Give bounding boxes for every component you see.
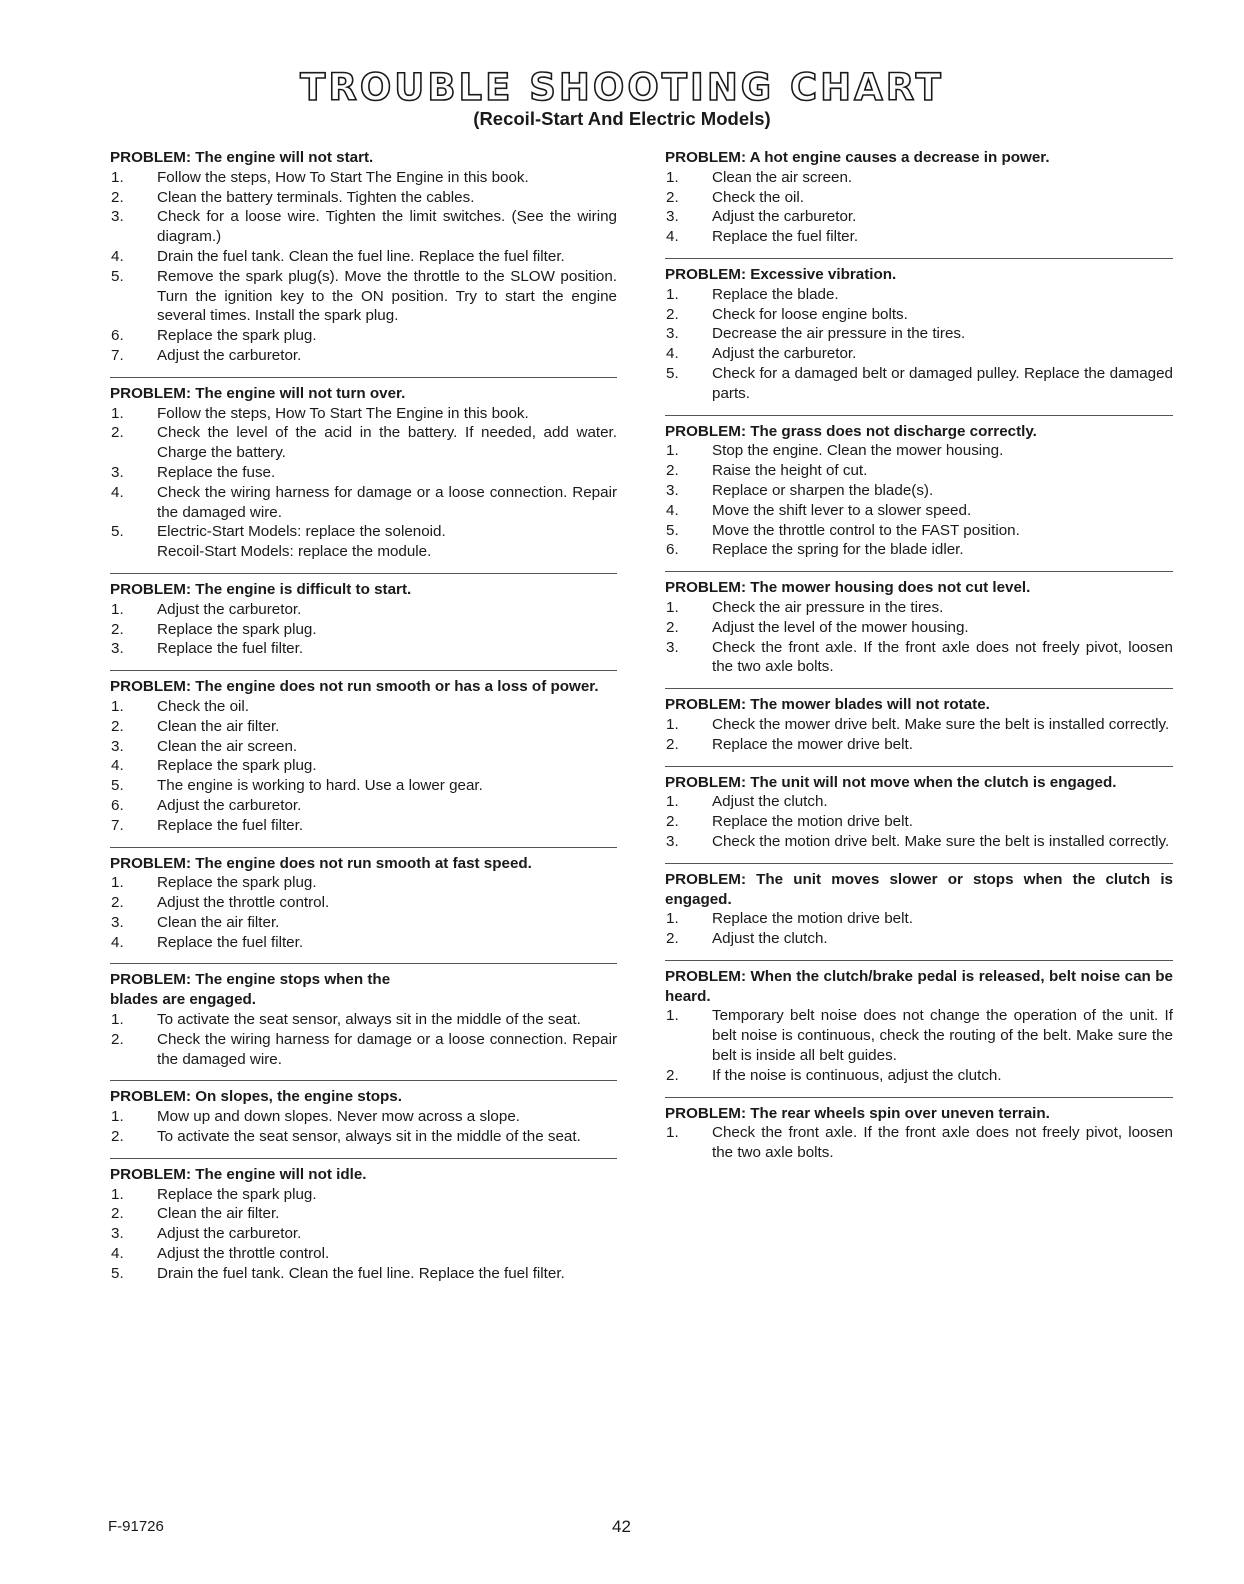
step-text: Clean the air filter. [157, 717, 280, 735]
step-number: 2. [111, 1030, 124, 1048]
step-text: Temporary belt noise does not change the operation of the unit. If belt noise is continuous, check the routing of the belt. Make sure the belt is inside all belt guides. [712, 1007, 1173, 1065]
step-text: Replace the fuel filter. [157, 933, 304, 951]
section-divider [110, 963, 617, 964]
step-item [665, 227, 1173, 247]
problem-section [665, 960, 1173, 1086]
step-item [110, 893, 617, 913]
problem-heading: PROBLEM: The engine stops when the blades are engaged. [110, 971, 391, 1009]
step-item [110, 776, 617, 796]
step-text: Adjust the carburetor. [157, 346, 302, 364]
step-item [665, 1006, 1173, 1065]
step-text: Drain the fuel tank. Clean the fuel line. Replace the fuel filter. [157, 1264, 565, 1282]
section-divider [665, 1097, 1173, 1098]
step-item [110, 697, 617, 717]
problem-section [110, 963, 617, 1069]
step-list [110, 1107, 617, 1147]
step-number: 4. [666, 345, 679, 363]
step-text: Replace the spark plug. [157, 1185, 317, 1203]
step-text: Clean the air filter. [157, 1205, 280, 1223]
step-text: If the noise is continuous, adjust the clutch. [712, 1066, 1002, 1084]
section-divider [110, 1158, 617, 1159]
step-number: 4. [666, 501, 679, 519]
step-text: Adjust the level of the mower housing. [712, 618, 969, 636]
step-item [110, 326, 617, 346]
step-number: 3. [111, 640, 124, 658]
section-divider [665, 571, 1173, 572]
step-number: 3. [111, 208, 124, 226]
step-text: Adjust the throttle control. [157, 1245, 330, 1263]
step-text: Replace the motion drive belt. [712, 813, 913, 831]
problem-heading: PROBLEM: The unit will not move when the clutch is engaged. [665, 773, 1117, 791]
step-list [110, 404, 617, 562]
step-text: Adjust the carburetor. [157, 796, 302, 814]
step-number: 5. [111, 523, 124, 541]
step-number: 3. [666, 481, 679, 499]
step-list [110, 1010, 617, 1069]
step-text: Replace the motion drive belt. [712, 910, 913, 928]
step-number: 1. [666, 168, 679, 186]
step-number: 3. [666, 208, 679, 226]
problem-section [665, 863, 1173, 949]
step-item [665, 501, 1173, 521]
step-number: 1. [111, 1185, 124, 1203]
step-number: 6. [111, 796, 124, 814]
step-item [110, 207, 617, 247]
problem-heading: PROBLEM: Excessive vibration. [665, 265, 897, 283]
step-item [110, 346, 617, 366]
step-text: Clean the air filter. [157, 913, 280, 931]
section-divider [665, 863, 1173, 864]
step-text: Replace the spring for the blade idler. [712, 541, 964, 559]
step-text: Replace the fuel filter. [157, 640, 304, 658]
step-text: Check the wiring harness for damage or a loose connection. Repair the damaged wire. [157, 1030, 617, 1068]
step-number: 4. [111, 247, 124, 265]
step-item [665, 735, 1173, 755]
step-number: 3. [111, 463, 124, 481]
step-number: 1. [666, 1007, 679, 1025]
step-item [665, 324, 1173, 344]
step-text: Adjust the carburetor. [157, 600, 302, 618]
step-text: Adjust the clutch. [712, 930, 828, 948]
step-number: 3. [111, 737, 124, 755]
step-text: Mow up and down slopes. Never mow across a slope. [157, 1108, 520, 1126]
step-list [110, 873, 617, 952]
step-item [665, 305, 1173, 325]
step-number: 4. [111, 757, 124, 775]
step-list [665, 1006, 1173, 1085]
step-item [110, 1107, 617, 1127]
problem-heading: PROBLEM: The unit moves slower or stops when the clutch is engaged. [665, 870, 1173, 908]
step-list [665, 792, 1173, 851]
step-text: Check the front axle. If the front axle does not freely pivot, loosen the two axle bolts. [712, 638, 1173, 676]
step-item [110, 1264, 617, 1284]
problem-section [665, 148, 1173, 247]
step-text: Replace the mower drive belt. [712, 735, 913, 753]
step-item [665, 598, 1173, 618]
step-text: Replace the fuel filter. [712, 228, 859, 246]
step-item [110, 423, 617, 463]
step-text: Stop the engine. Clean the mower housing. [712, 442, 1004, 460]
step-number: 2. [666, 813, 679, 831]
problem-section [665, 571, 1173, 677]
step-number: 1. [111, 697, 124, 715]
problem-heading: PROBLEM: The mower housing does not cut level. [665, 579, 1031, 597]
step-text: Follow the steps, How To Start The Engine in this book. [157, 404, 529, 422]
step-number: 2. [666, 188, 679, 206]
step-item [665, 364, 1173, 404]
step-text: Follow the steps, How To Start The Engine in this book. [157, 168, 529, 186]
step-text: Move the throttle control to the FAST position. [712, 521, 1020, 539]
step-text: Check the level of the acid in the battery. If needed, add water. Charge the battery. [157, 424, 617, 462]
problem-heading: PROBLEM: On slopes, the engine stops. [110, 1088, 402, 1106]
step-text: Check the motion drive belt. Make sure the belt is installed correctly. [712, 832, 1170, 850]
step-item [665, 812, 1173, 832]
step-text: Replace the spark plug. [157, 757, 317, 775]
step-text: Adjust the carburetor. [712, 345, 857, 363]
step-number: 4. [666, 228, 679, 246]
step-number: 1. [111, 600, 124, 618]
step-list [665, 168, 1173, 247]
step-list [110, 600, 617, 659]
step-number: 2. [666, 305, 679, 323]
step-item [110, 873, 617, 893]
problem-heading: PROBLEM: The rear wheels spin over uneven terrain. [665, 1104, 1050, 1122]
step-number: 3. [111, 913, 124, 931]
step-number: 5. [666, 521, 679, 539]
step-number: 1. [111, 404, 124, 422]
step-text: To activate the seat sensor, always sit in the middle of the seat. [157, 1011, 581, 1029]
section-divider [110, 573, 617, 574]
step-number: 1. [666, 910, 679, 928]
step-number: 5. [111, 1264, 124, 1282]
step-text: Replace the fuse. [157, 463, 276, 481]
step-item [110, 267, 617, 326]
problem-section [110, 377, 617, 562]
step-item [665, 188, 1173, 208]
step-item [665, 909, 1173, 929]
problem-section [110, 670, 617, 835]
step-item [110, 1244, 617, 1264]
problem-heading: PROBLEM: The mower blades will not rotate. [665, 696, 990, 714]
step-number: 1. [111, 874, 124, 892]
problem-section [110, 847, 617, 953]
step-list [665, 441, 1173, 560]
step-number: 1. [111, 168, 124, 186]
step-number: 2. [666, 1066, 679, 1084]
step-text: Decrease the air pressure in the tires. [712, 325, 966, 343]
step-text: Check the wiring harness for damage or a loose connection. Repair the damaged wire. [157, 483, 617, 521]
document-code: F-91726 [108, 1518, 164, 1535]
step-text: Adjust the carburetor. [712, 208, 857, 226]
step-text: Adjust the throttle control. [157, 894, 330, 912]
step-list [665, 909, 1173, 949]
step-number: 2. [666, 930, 679, 948]
step-text: Check the air pressure in the tires. [712, 598, 944, 616]
step-number: 6. [666, 541, 679, 559]
page-title: TROUBLE SHOOTING CHART [300, 66, 944, 109]
step-item [110, 522, 617, 562]
problem-heading: PROBLEM: The engine will not start. [110, 149, 374, 166]
step-item [110, 913, 617, 933]
section-divider [110, 847, 617, 848]
problem-heading: PROBLEM: The engine is difficult to start. [110, 580, 412, 598]
section-divider [665, 960, 1173, 961]
problem-section [665, 1097, 1173, 1163]
step-number: 1. [666, 442, 679, 460]
step-number: 3. [666, 638, 679, 656]
page-subtitle: (Recoil-Start And Electric Models) [473, 108, 771, 129]
problem-heading: PROBLEM: The engine will not turn over. [110, 384, 406, 402]
step-text: Replace the spark plug. [157, 620, 317, 638]
step-text: Check for loose engine bolts. [712, 305, 908, 323]
step-number: 2. [111, 424, 124, 442]
step-item [665, 1066, 1173, 1086]
step-item [665, 715, 1173, 735]
section-divider [665, 688, 1173, 689]
step-text: Raise the height of cut. [712, 462, 868, 480]
step-list [665, 285, 1173, 404]
step-text: Replace the blade. [712, 285, 839, 303]
step-number: 7. [111, 816, 124, 834]
step-list [665, 715, 1173, 755]
step-item [665, 481, 1173, 501]
problem-heading: PROBLEM: The grass does not discharge correctly. [665, 422, 1037, 440]
step-item [665, 168, 1173, 188]
step-item [110, 816, 617, 836]
step-text: Remove the spark plug(s). Move the throttle to the SLOW position. Turn the ignition key to the ON position. Try to start the engine several times. Install the spark plug. [157, 267, 617, 325]
section-divider [110, 670, 617, 671]
step-item [665, 285, 1173, 305]
step-text: Replace the spark plug. [157, 327, 317, 345]
step-number: 1. [666, 793, 679, 811]
step-item [110, 483, 617, 523]
problem-heading: PROBLEM: The engine does not run smooth at fast speed. [110, 854, 532, 872]
step-number: 3. [666, 832, 679, 850]
step-number: 3. [111, 1225, 124, 1243]
problem-section [665, 258, 1173, 404]
section-divider [110, 1080, 617, 1081]
step-item [110, 796, 617, 816]
step-number: 2. [111, 620, 124, 638]
step-list [110, 697, 617, 836]
problem-section [110, 1158, 617, 1284]
step-item [110, 1224, 617, 1244]
step-item [110, 620, 617, 640]
step-number: 1. [666, 598, 679, 616]
step-number: 1. [111, 1011, 124, 1029]
step-item [110, 1185, 617, 1205]
step-item [110, 1127, 617, 1147]
problem-section [665, 766, 1173, 852]
step-number: 4. [111, 483, 124, 501]
step-item [110, 737, 617, 757]
step-text: Clean the air screen. [712, 168, 853, 186]
problem-heading: PROBLEM: The engine does not run smooth or has a loss of power. [110, 678, 599, 696]
step-number: 5. [111, 777, 124, 795]
right-column [665, 148, 1173, 1163]
step-number: 2. [666, 618, 679, 636]
step-list [110, 168, 617, 366]
problem-section [110, 148, 617, 366]
step-number: 5. [111, 267, 124, 285]
step-item [110, 168, 617, 188]
step-item [110, 1030, 617, 1070]
step-item [110, 1010, 617, 1030]
step-item [665, 792, 1173, 812]
step-item [665, 638, 1173, 678]
step-number: 5. [666, 364, 679, 382]
step-text: Check for a damaged belt or damaged pulley. Replace the damaged parts. [712, 364, 1173, 402]
problem-section [665, 688, 1173, 754]
section-divider [665, 415, 1173, 416]
step-number: 2. [111, 1128, 124, 1146]
step-text: Check the oil. [157, 697, 250, 715]
step-number: 3. [666, 325, 679, 343]
section-divider [665, 766, 1173, 767]
step-item [665, 832, 1173, 852]
step-number: 1. [666, 285, 679, 303]
step-text: Adjust the clutch. [712, 793, 828, 811]
step-text: Replace the spark plug. [157, 874, 317, 892]
problem-section [110, 1080, 617, 1146]
step-number: 6. [111, 327, 124, 345]
step-text: Move the shift lever to a slower speed. [712, 501, 972, 519]
step-item [665, 441, 1173, 461]
step-list [665, 1123, 1173, 1163]
problem-heading: PROBLEM: The engine will not idle. [110, 1165, 367, 1183]
step-text: Replace the fuel filter. [157, 816, 304, 834]
step-number: 2. [111, 1205, 124, 1223]
step-number: 4. [111, 933, 124, 951]
step-item [665, 461, 1173, 481]
step-item [110, 756, 617, 776]
step-text: Check for a loose wire. Tighten the limit switches. (See the wiring diagram.) [157, 208, 617, 246]
step-text: Drain the fuel tank. Clean the fuel line. Replace the fuel filter. [157, 247, 565, 265]
step-text: Replace or sharpen the blade(s). [712, 481, 934, 499]
step-number: 7. [111, 346, 124, 364]
step-number: 4. [111, 1245, 124, 1263]
step-number: 1. [666, 1124, 679, 1142]
step-number: 2. [111, 894, 124, 912]
step-text: To activate the seat sensor, always sit in the middle of the seat. [157, 1128, 581, 1146]
step-item [665, 540, 1173, 560]
problem-heading: PROBLEM: When the clutch/brake pedal is released, belt noise can be heard. [665, 967, 1173, 1005]
step-text: Adjust the carburetor. [157, 1225, 302, 1243]
problem-section [110, 573, 617, 659]
section-divider [665, 258, 1173, 259]
step-item [110, 247, 617, 267]
step-item [665, 521, 1173, 541]
step-list [110, 1185, 617, 1284]
step-item [110, 639, 617, 659]
step-text: Check the mower drive belt. Make sure the belt is installed correctly. [712, 715, 1170, 733]
step-item [665, 207, 1173, 227]
step-item [110, 1204, 617, 1224]
step-item [665, 618, 1173, 638]
step-text: Check the oil. [712, 188, 805, 206]
step-item [110, 463, 617, 483]
step-item [110, 600, 617, 620]
step-number: 2. [666, 735, 679, 753]
page-number: 42 [612, 1517, 631, 1536]
problem-section [665, 415, 1173, 561]
step-text: Clean the air screen. [157, 737, 298, 755]
step-item [110, 717, 617, 737]
step-list [665, 598, 1173, 677]
step-number: 2. [111, 188, 124, 206]
step-item [665, 1123, 1173, 1163]
step-text: The engine is working to hard. Use a lower gear. [157, 777, 483, 795]
step-item [110, 404, 617, 424]
section-divider [110, 377, 617, 378]
step-item [110, 188, 617, 208]
step-item [665, 929, 1173, 949]
step-text: Clean the battery terminals. Tighten the cables. [157, 188, 475, 206]
step-number: 1. [666, 715, 679, 733]
step-number: 2. [666, 462, 679, 480]
step-text: Check the front axle. If the front axle does not freely pivot, loosen the two axle bolts. [712, 1124, 1173, 1162]
step-item [665, 344, 1173, 364]
step-item [110, 933, 617, 953]
problem-heading: PROBLEM: A hot engine causes a decrease in power. [665, 149, 1050, 166]
step-text: Electric-Start Models: replace the solenoid. Recoil-Start Models: replace the module. [157, 523, 446, 561]
left-column [110, 148, 617, 1284]
step-number: 1. [111, 1108, 124, 1126]
step-number: 2. [111, 717, 124, 735]
